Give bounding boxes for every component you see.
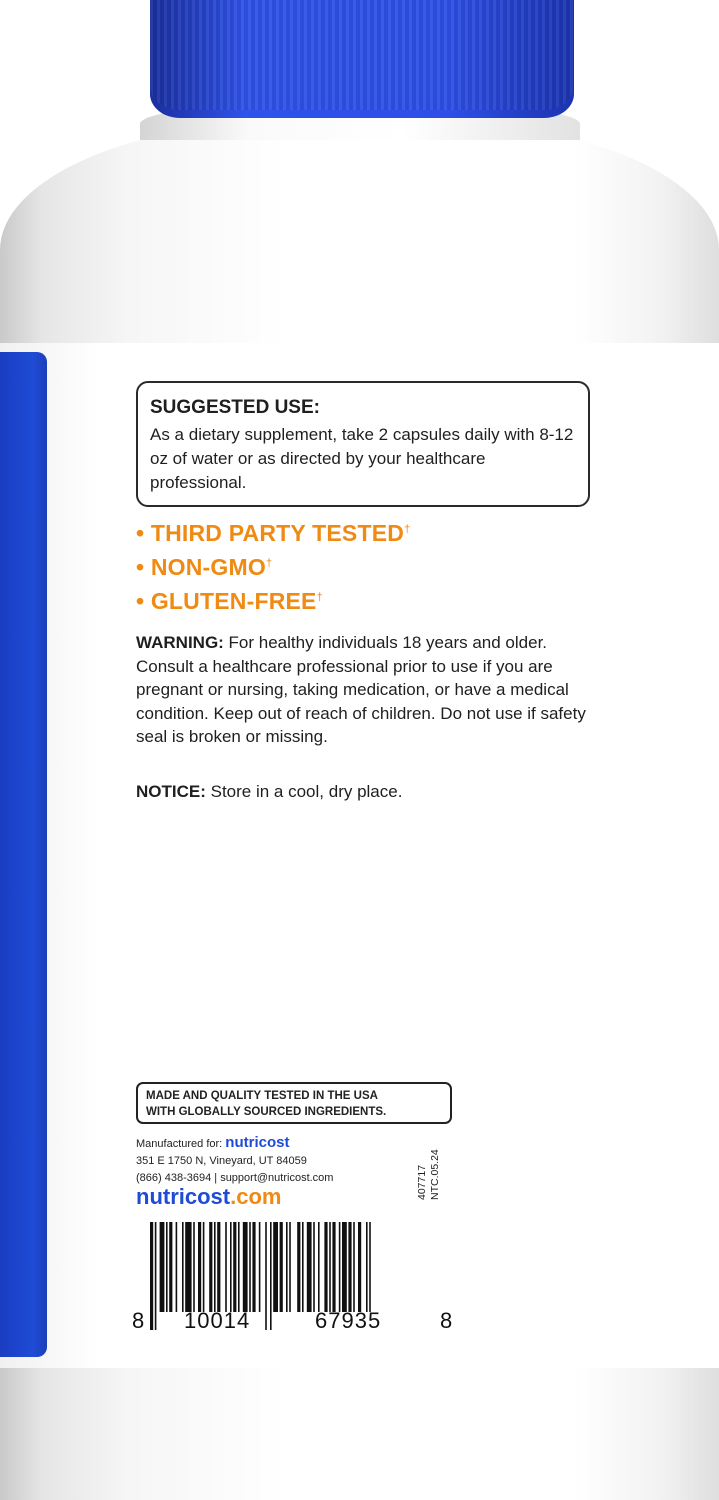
barcode-bar — [366, 1222, 368, 1312]
barcode-bar — [339, 1222, 341, 1312]
barcode-bar — [185, 1222, 191, 1312]
manufacturer-prefix: Manufactured for: — [136, 1138, 226, 1150]
barcode-bar — [302, 1222, 304, 1312]
barcode-bar — [332, 1222, 335, 1312]
barcode-bar — [169, 1222, 172, 1312]
barcode-bar — [233, 1222, 236, 1312]
barcode-bar — [324, 1222, 327, 1312]
barcode-bar — [249, 1222, 251, 1312]
claims-list — [136, 520, 410, 622]
warning-label: WARNING: — [136, 633, 224, 652]
barcode-bar — [217, 1222, 220, 1312]
barcode-bar — [369, 1222, 371, 1312]
barcode-bar — [307, 1222, 312, 1312]
barcode-bar — [176, 1222, 178, 1312]
manufacturer-info — [136, 1134, 333, 1187]
website-tld: .com — [230, 1184, 282, 1209]
barcode-bar — [273, 1222, 278, 1312]
made-in-line-1: MADE AND QUALITY TESTED IN THE USA — [146, 1090, 378, 1102]
manufacturer-brand: nutricost — [225, 1134, 290, 1151]
barcode-bar — [353, 1222, 355, 1312]
barcode-bar — [259, 1222, 261, 1312]
manufacturer-contact: (866) 438-3694 | support@nutricost.com — [136, 1172, 334, 1184]
warning-body: For healthy individuals 18 years and older. Consult a healthcare professional prior to use if you are pregnant or nursing, taking medication, or have a medical condition. Keep out of reach of children. Do not use if safety seal is broken or missing. — [136, 633, 586, 746]
website-name: nutricost — [136, 1184, 231, 1209]
barcode-bar — [348, 1222, 351, 1312]
barcode-bar — [214, 1222, 216, 1312]
made-in-usa-box — [136, 1082, 452, 1124]
barcode-bar — [342, 1222, 347, 1312]
manufacturer-line — [136, 1134, 333, 1153]
barcode-digit-last: 8 — [440, 1308, 453, 1333]
made-in-line-2: WITH GLOBALLY SOURCED INGREDIENTS. — [146, 1106, 387, 1118]
barcode-bar — [286, 1222, 288, 1312]
barcode-bar — [198, 1222, 201, 1312]
barcode-bar — [313, 1222, 315, 1312]
barcode — [132, 1222, 462, 1342]
suggested-use-title: SUGGESTED USE: — [150, 397, 320, 418]
lot-code — [416, 1140, 442, 1200]
suggested-use-box — [136, 381, 590, 507]
notice-label: NOTICE: — [136, 782, 206, 801]
barcode-bar — [209, 1222, 212, 1312]
notice-text — [136, 782, 596, 802]
barcode-bar — [230, 1222, 232, 1312]
barcode-digit-first: 8 — [132, 1308, 145, 1333]
manufacturer-address: 351 E 1750 N, Vineyard, UT 84059 — [136, 1155, 307, 1167]
barcode-bar — [193, 1222, 195, 1312]
website-url — [136, 1184, 281, 1210]
notice-body: Store in a cool, dry place. — [205, 782, 403, 801]
suggested-use-text: As a dietary supplement, take 2 capsules daily with 8-12 oz of water or as directed by your healthcare professional. — [150, 425, 574, 492]
warning-text — [136, 631, 596, 749]
bottle-cap — [150, 0, 574, 118]
barcode-bar — [358, 1222, 361, 1312]
lot-code-line-1: 407717 — [416, 1164, 428, 1200]
barcode-digits — [132, 1308, 462, 1338]
barcode-group-right: 67935 — [315, 1308, 382, 1333]
barcode-bar — [280, 1222, 283, 1312]
label-blue-strip — [0, 352, 47, 1357]
barcode-bar — [243, 1222, 248, 1312]
claim-non-gmo: • NON-GMO† — [136, 554, 273, 580]
barcode-bar — [297, 1222, 300, 1312]
barcode-bar — [203, 1222, 205, 1312]
barcode-bar — [318, 1222, 320, 1312]
barcode-bar — [252, 1222, 255, 1312]
barcode-bar — [225, 1222, 227, 1312]
barcode-bar — [329, 1222, 331, 1312]
claim-third-party-tested: • THIRD PARTY TESTED† — [136, 520, 411, 546]
barcode-bar — [166, 1222, 168, 1312]
barcode-bar — [289, 1222, 291, 1312]
barcode-bar — [160, 1222, 165, 1312]
lot-code-line-2: NTC.05.24 — [429, 1149, 441, 1200]
barcode-bar — [182, 1222, 184, 1312]
claim-gluten-free: • GLUTEN-FREE† — [136, 588, 323, 614]
barcode-bar — [238, 1222, 240, 1312]
barcode-group-left: 10014 — [184, 1308, 251, 1333]
